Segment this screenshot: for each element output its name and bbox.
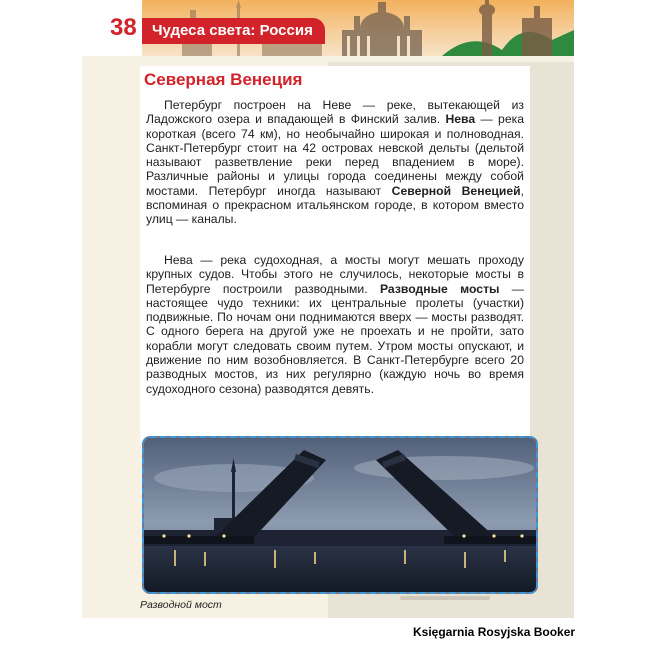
- text-run: Петербург построен на Неве — реке, вытекающей из Ладожского озера и впадающей в Финский залив.: [146, 98, 524, 127]
- city-skyline-banner: [142, 0, 574, 56]
- article-paragraph-2: [146, 253, 524, 396]
- book-page: [82, 0, 574, 618]
- text-run: — настоящее чудо техники: их центральные пролеты (участки) подвижные. По ночам они поднимаются вверх — мосты разводят. С одного берега на другой уже не проехать и не пройти, зато корабли могут следовать своим путем. Утром мосты опускают, и движение по ним возобновляется. В Санкт-Петербурге всего 20 разводных мостов, из них регулярно (каждую ночь во время судоходного сезона) разводятся девять.: [146, 281, 524, 396]
- page-header: [82, 0, 574, 56]
- text-run: , вспоминая о прекрасном итальянском городе, в котором вместо улиц — каналы.: [146, 183, 524, 227]
- bold-term: Северной Венецией: [391, 183, 521, 198]
- photo-caption: Разводной мост: [140, 599, 222, 611]
- text-run: — река короткая (всего 74 км), но необычайно широкая и полноводная. Санкт-Петербург стоит на 42 островах невской дельты (дельтой называют разветвление реки перед впадением в море). Различные районы и улицы города соединены между собой мостами. Петербург иногда называют: [146, 112, 524, 198]
- text-run: Нева — река судоходная, а мосты могут мешать проходу крупных судов. Чтобы этого не случилось, некоторые мосты в Петербурге построили разводными.: [146, 253, 524, 296]
- page-number: 38: [110, 14, 137, 41]
- article-title: Северная Венеция: [144, 70, 303, 89]
- bold-term: Нева: [445, 112, 476, 127]
- bold-term: Разводные мосты: [379, 281, 500, 296]
- section-title: Чудеса света: Россия: [142, 18, 325, 44]
- article-paragraph-1: [146, 98, 524, 227]
- store-watermark: Księgarnia Rosyjska Booker: [413, 625, 576, 639]
- drawbridge-photo: [142, 436, 538, 594]
